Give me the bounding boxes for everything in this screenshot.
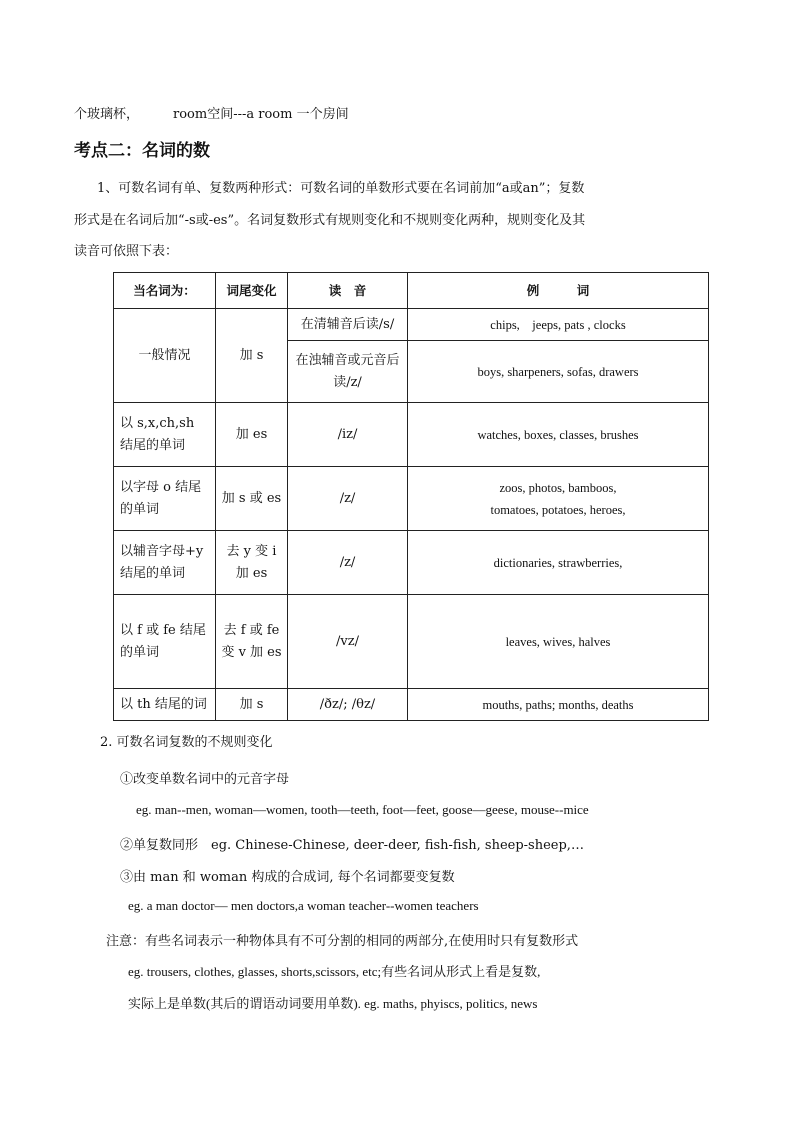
continued-text-1: 个玻璃杯， [74, 107, 140, 122]
rule-1: ①改变单数名词中的元音字母 [120, 772, 290, 787]
cell-pronunciation: 在清辅音后读/s/ [288, 309, 408, 341]
plural-rules-table [113, 272, 709, 721]
table-row [114, 689, 709, 721]
rule-2: ②单复数同形 eg. Chinese-Chinese, deer-deer, fish-fish, sheep-sheep,… [120, 838, 584, 853]
note-example-2: 实际上是单数(其后的谓语动词要用单数). eg. maths, phyiscs, politics, news [128, 996, 538, 1011]
cell-pronunciation: /z/ [288, 467, 408, 531]
continued-text-2: room空间---a room 一个房间 [173, 107, 349, 122]
header-pronunciation: 读 音 [288, 273, 408, 309]
section-2-title: 2. 可数名词复数的不规则变化 [100, 735, 273, 750]
cell-case: 以字母 o 结尾的单词 [114, 467, 216, 531]
cell-pronunciation: /iz/ [288, 403, 408, 467]
cell-change: 去 y 变 i 加 es [216, 531, 288, 595]
cell-examples: watches, boxes, classes, brushes [408, 403, 709, 467]
example-line: zoos, photos, bamboos, [499, 480, 617, 495]
cell-examples: chips, jeeps, pats , clocks [408, 309, 709, 341]
cell-case: 以辅音字母+y结尾的单词 [114, 531, 216, 595]
cell-change: 去 f 或 fe 变 v 加 es [216, 595, 288, 689]
continued-line [74, 103, 349, 122]
cell-examples: boys, sharpeners, sofas, drawers [408, 341, 709, 403]
header-examples: 例 词 [408, 273, 709, 309]
cell-pronunciation: /z/ [288, 531, 408, 595]
rule-3-example: eg. a man doctor— men doctors,a woman teacher--women teachers [128, 898, 479, 913]
cell-change: 加 es [216, 403, 288, 467]
cell-examples: mouths, paths; months, deaths [408, 689, 709, 721]
table-row [114, 403, 709, 467]
cell-examples [408, 467, 709, 531]
rule-1-example: eg. man--men, woman—women, tooth—teeth, foot—feet, goose—geese, mouse--mice [136, 802, 589, 817]
table-row [114, 531, 709, 595]
table-header-row [114, 273, 709, 309]
cell-case: 以 f 或 fe 结尾的单词 [114, 595, 216, 689]
cell-pronunciation: 在浊辅音或元音后读/z/ [288, 341, 408, 403]
cell-case: 以 th 结尾的词 [114, 689, 216, 721]
table-row [114, 467, 709, 531]
cell-case: 一般情况 [114, 309, 216, 403]
cell-change: 加 s 或 es [216, 467, 288, 531]
cell-examples: dictionaries, strawberries, [408, 531, 709, 595]
note-example-1: eg. trousers, clothes, glasses, shorts,scissors, etc;有些名词从形式上看是复数, [128, 964, 541, 979]
header-case: 当名词为： [114, 273, 216, 309]
intro-line-3: 读音可依照下表： [74, 244, 179, 259]
table-row [114, 309, 709, 341]
example-line: tomatoes, potatoes, heroes, [490, 502, 626, 517]
cell-change: 加 s [216, 309, 288, 403]
cell-pronunciation: /vz/ [288, 595, 408, 689]
section-heading: 考点二：名词的数 [74, 141, 210, 161]
intro-line-2: 形式是在名词后加“-s或-es”。名词复数形式有规则变化和不规则变化两种，规则变化及其 [74, 213, 586, 228]
table-row [114, 595, 709, 689]
cell-examples: leaves, wives, halves [408, 595, 709, 689]
cell-case: 以 s,x,ch,sh 结尾的单词 [114, 403, 216, 467]
cell-change: 加 s [216, 689, 288, 721]
intro-line-1: 1、可数名词有单、复数两种形式：可数名词的单数形式要在名词前加“a或an”；复数 [97, 181, 585, 196]
note: 注意：有些名词表示一种物体具有不可分割的相同的两部分,在使用时只有复数形式 [106, 934, 579, 949]
header-change: 词尾变化 [216, 273, 288, 309]
rule-3: ③由 man 和 woman 构成的合成词, 每个名词都要变复数 [120, 870, 455, 885]
cell-pronunciation: /ðz/; /θz/ [288, 689, 408, 721]
